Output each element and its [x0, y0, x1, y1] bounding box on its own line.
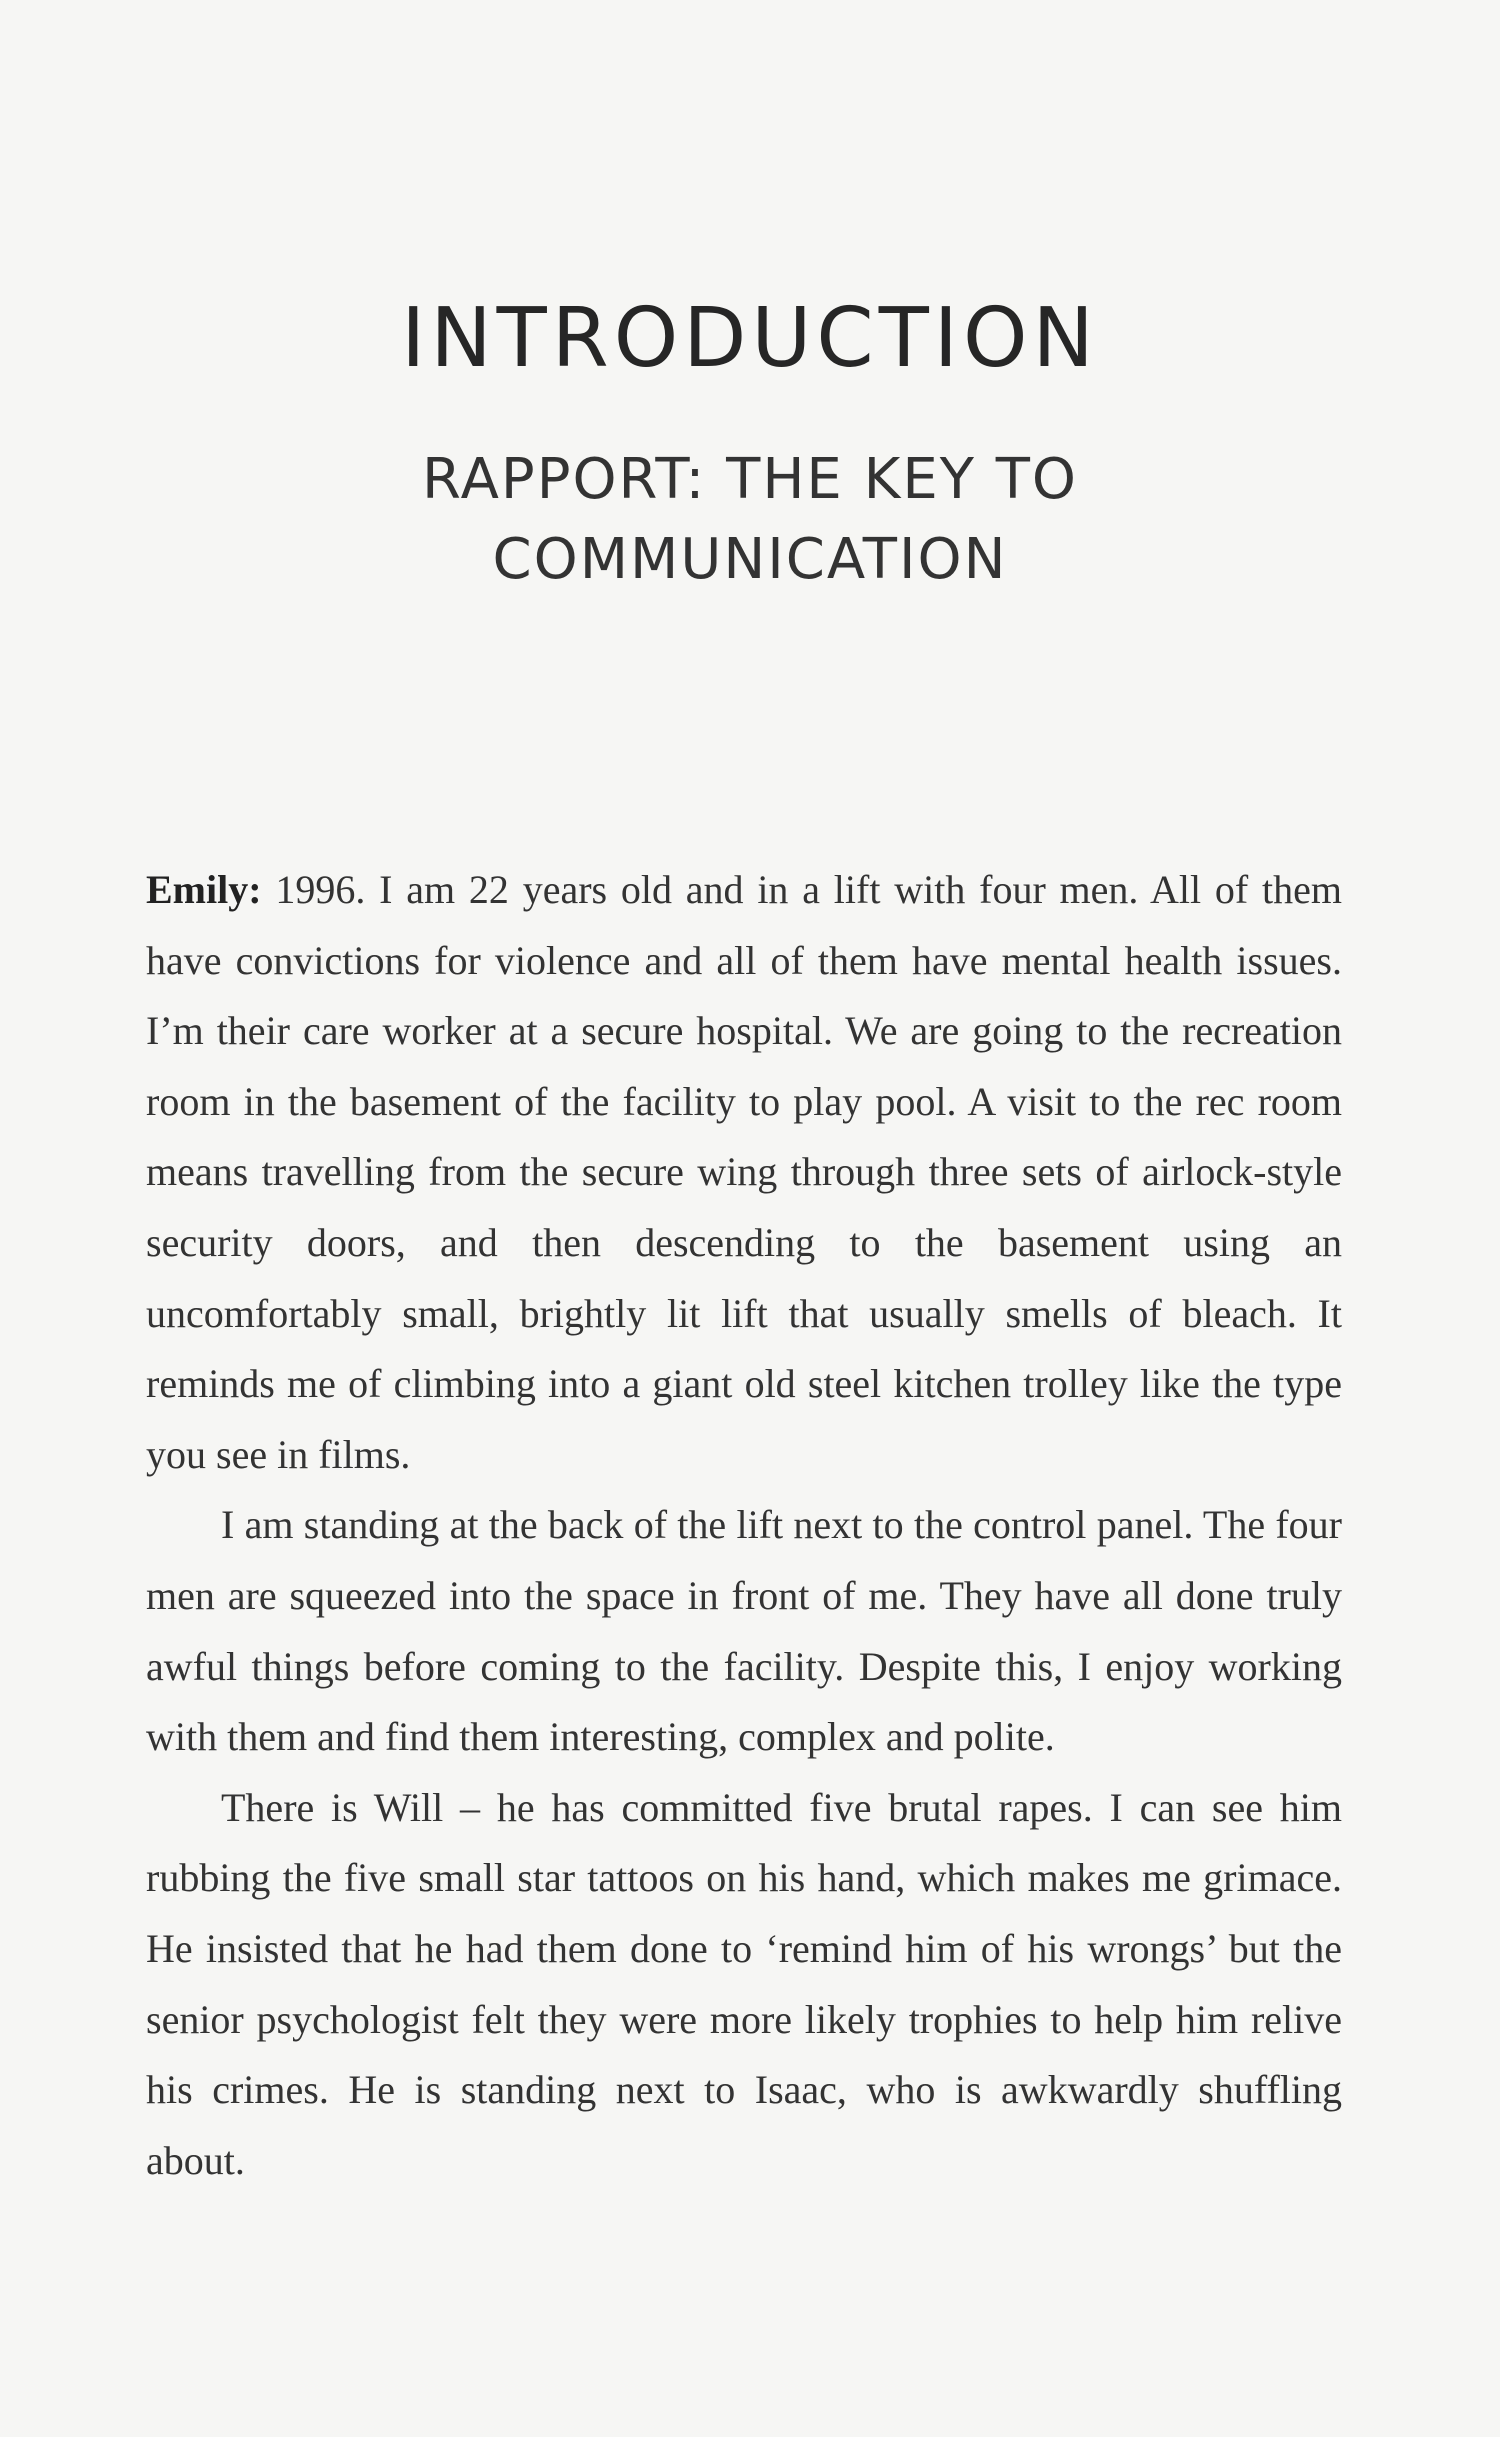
paragraph-2: I am standing at the back of the lift next to the control panel. The four men are squeezed into the space in front of me. They have all done truly awful things before coming to the facility. Despite this, I enjoy working with them and find them interesting, complex and polite. [146, 1502, 1342, 1760]
chapter-subtitle-line-1: RAPPORT: THE KEY TO [421, 447, 1079, 512]
paragraph-1-text: 1996. I am 22 years old and in a lift with four men. All of them have convictions for violence and all of them have mental health issues. I’m their care worker at a secure hospital. We are going to the recreation room in the basement of the facility to play pool. A visit to the rec room means travelling from the secure wing through three sets of airlock-style security doors, and then descending to the basement using an uncomfortably small, brightly lit lift that usually smells of bleach. It reminds me of climbing into a giant old steel kitchen trolley like the type you see in films. [146, 867, 1342, 1477]
paragraph-3: There is Will – he has committed five brutal rapes. I can see him rubbing the five small star tattoos on his hand, which makes me grimace. He insisted that he had them done to ‘remind him of his wrongs’ but the senior psychologist felt they were more likely trophies to help him relive his crimes. He is standing next to Isaac, who is awkwardly shuffling about. [146, 1784, 1342, 2183]
chapter-title: INTRODUCTION [401, 291, 1099, 386]
speaker-name: Emily: [146, 867, 262, 912]
body-text [146, 855, 1342, 2196]
chapter-subtitle-line-2: COMMUNICATION [492, 527, 1008, 592]
chapter-subtitle [0, 440, 1500, 600]
paragraph-1 [146, 855, 1342, 1490]
